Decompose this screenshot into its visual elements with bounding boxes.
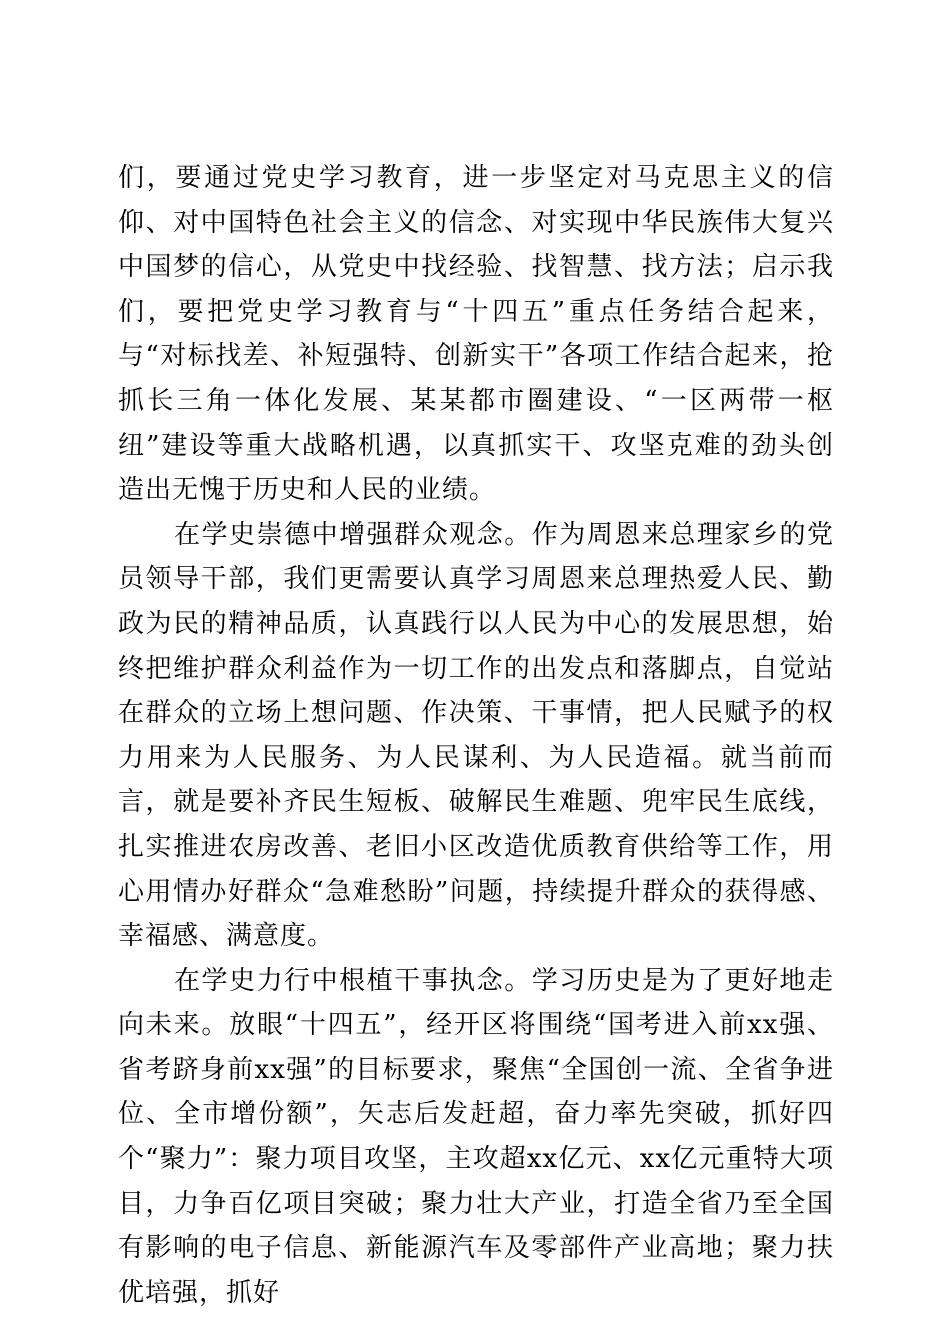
document-body bbox=[118, 156, 834, 1315]
paragraph-1: 们，要通过党史学习教育，进一步坚定对马克思主义的信仰、对中国特色社会主义的信念、对实现中华民族伟大复兴中国梦的信心，从党史中找经验、找智慧、找方法；启示我们，要把党史学习教育与“十四五”重点任务结合起来，与“对标找差、补短强特、创新实干”各项工作结合起来，抢抓长三角一体化发展、某某都市圈建设、“一区两带一枢纽”建设等重大战略机遇，以真抓实干、攻坚克难的劲头创造出无愧于历史和人民的业绩。 bbox=[118, 163, 834, 506]
paragraph-2: 在学史崇德中增强群众观念。作为周恩来总理家乡的党员领导干部，我们更需要认真学习周恩来总理热爱人民、勤政为民的精神品质，认真践行以人民为中心的发展思想，始终把维护群众利益作为一切工作的出发点和落脚点，自觉站在群众的立场上想问题、作决策、干事情，把人民赋予的权力用来为人民服务、为人民谋利、为人民造福。就当前而言，就是要补齐民生短板、破解民生难题、兜牢民生底线，扎实推进农房改善、老旧小区改造优质教育供给等工作，用心用情办好群众“急难愁盼”问题，持续提升群众的获得感、幸福感、满意度。 bbox=[118, 519, 834, 952]
paragraph-3: 在学史力行中根植干事执念。学习历史是为了更好地走向未来。放眼“十四五”，经开区将围绕“国考进入前xx强、省考跻身前xx强”的目标要求，聚焦“全国创一流、全省争进位、全市增份额”，矢志后发赶超，奋力率先突破，抓好四个“聚力”：聚力项目攻坚，主攻超xx亿元、xx亿元重特大项目，力争百亿项目突破；聚力壮大产业，打造全省乃至全国有影响的电子信息、新能源汽车及零部件产业高地；聚力扶优培强，抓好 bbox=[118, 965, 834, 1308]
